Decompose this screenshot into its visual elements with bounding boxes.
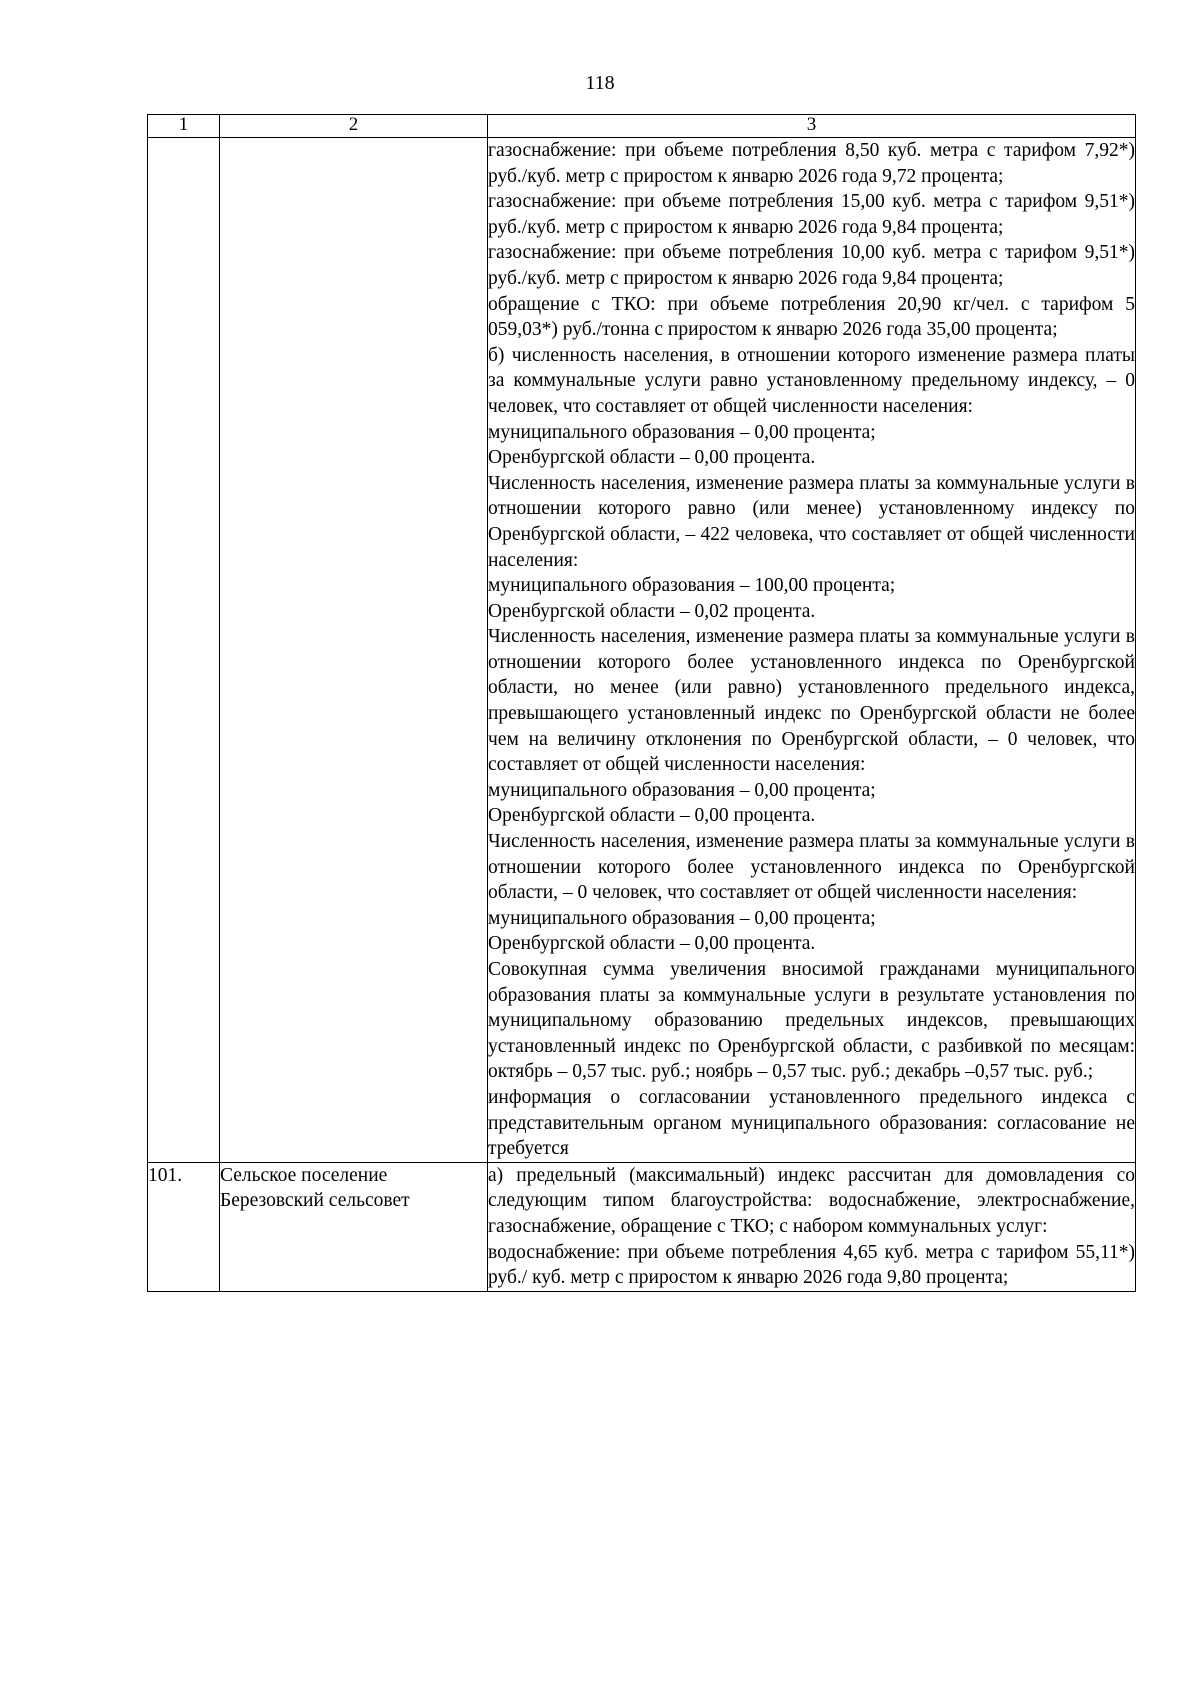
paragraph: Совокупная сумма увеличения вносимой гражданами муниципального образования платы за коммунальные услуги в результате установления по муниципальному образованию предельных индексов, превышающих установленный индекс по Оренбургской области, с разбивкой по месяцам: октябрь – 0,57 тыс. руб.; ноябрь – 0,57 тыс. руб.; декабрь –0,57 тыс. руб.; xyxy=(488,959,1135,1083)
paragraph: б) численность населения, в отношении которого изменение размера платы за коммунальные услуги равно установленному предельному индексу, – 0 человек, что составляет от общей численности населения: xyxy=(488,344,1135,417)
paragraph: Оренбургской области – 0,02 процента. xyxy=(488,600,816,622)
row-101-text-cell xyxy=(488,1162,1136,1291)
paragraph: Численность населения, изменение размера платы за коммунальные услуги в отношении которого более установленного индекса по Оренбургской области, – 0 человек, что составляет от общей численности населения: xyxy=(488,831,1135,904)
paragraph: муниципального образования – 0,00 процента; xyxy=(488,421,876,443)
settlement-name-line: Березовский сельсовет xyxy=(220,1190,410,1212)
column-header-3: 3 xyxy=(488,115,1136,138)
paragraph: информация о согласовании установленного предельного индекса с представительным органом муниципального образования: согласование не требуется xyxy=(488,1086,1135,1160)
paragraph: Численность населения, изменение размера платы за коммунальные услуги в отношении которого более установленного индекса по Оренбургской области, но менее (или равно) установленного предельного индекса, превышающего установленный индекс по Оренбургской области не более чем на величину отклонения по Оренбургской области, – 0 человек, что составляет от общей численности населения: xyxy=(488,626,1135,776)
paragraph: муниципального образования – 0,00 процента; xyxy=(488,907,876,929)
continued-name-cell xyxy=(220,138,488,1163)
continued-number-cell xyxy=(148,138,220,1163)
settlement-name xyxy=(220,1162,488,1291)
row-number: 101. xyxy=(148,1162,220,1291)
paragraph: Численность населения, изменение размера платы за коммунальные услуги в отношении которого равно (или менее) установленному индексу по Оренбургской области, – 422 человека, что составляет от общей численности населения: xyxy=(488,472,1135,571)
continued-text-cell xyxy=(488,138,1136,1163)
table-row-continued xyxy=(148,138,1136,1163)
column-header-2: 2 xyxy=(220,115,488,138)
paragraph: муниципального образования – 100,00 процента; xyxy=(488,575,896,597)
paragraph: Оренбургской области – 0,00 процента. xyxy=(488,805,816,827)
paragraph: Оренбургской области – 0,00 процента. xyxy=(488,933,816,955)
paragraph: муниципального образования – 0,00 процента; xyxy=(488,779,876,801)
paragraph: а) предельный (максимальный) индекс рассчитан для домовладения со следующим типом благоустройства: водоснабжение, электроснабжение, газоснабжение, обращение с ТКО; с набором коммунальных услуг: xyxy=(488,1164,1135,1237)
paragraph: газоснабжение: при объеме потребления 8,50 куб. метра с тарифом 7,92*) руб./куб. метр с приростом к январю 2026 года 9,72 процента; xyxy=(488,140,1135,187)
paragraph: газоснабжение: при объеме потребления 15,00 куб. метра с тарифом 9,51*) руб./куб. метр с приростом к январю 2026 года 9,84 процента; xyxy=(488,191,1135,238)
paragraph: газоснабжение: при объеме потребления 10,00 куб. метра с тарифом 9,51*) руб./куб. метр с приростом к январю 2026 года 9,84 процента; xyxy=(488,242,1135,289)
paragraph: Оренбургской области – 0,00 процента. xyxy=(488,447,816,469)
page-number: 118 xyxy=(585,72,615,94)
paragraph: водоснабжение: при объеме потребления 4,65 куб. метра с тарифом 55,11*) руб./ куб. метр с приростом к январю 2026 года 9,80 процента; xyxy=(488,1241,1135,1289)
column-header-1: 1 xyxy=(148,115,220,138)
header-row xyxy=(148,115,1136,138)
paragraph: обращение с ТКО: при объеме потребления 20,90 кг/чел. с тарифом 5 059,03*) руб./тонна с приростом к январю 2026 года 35,00 процента; xyxy=(488,293,1135,341)
settlement-name-line: Сельское поселение xyxy=(220,1164,388,1186)
data-table xyxy=(147,114,1136,1292)
table-row-101 xyxy=(148,1162,1136,1291)
